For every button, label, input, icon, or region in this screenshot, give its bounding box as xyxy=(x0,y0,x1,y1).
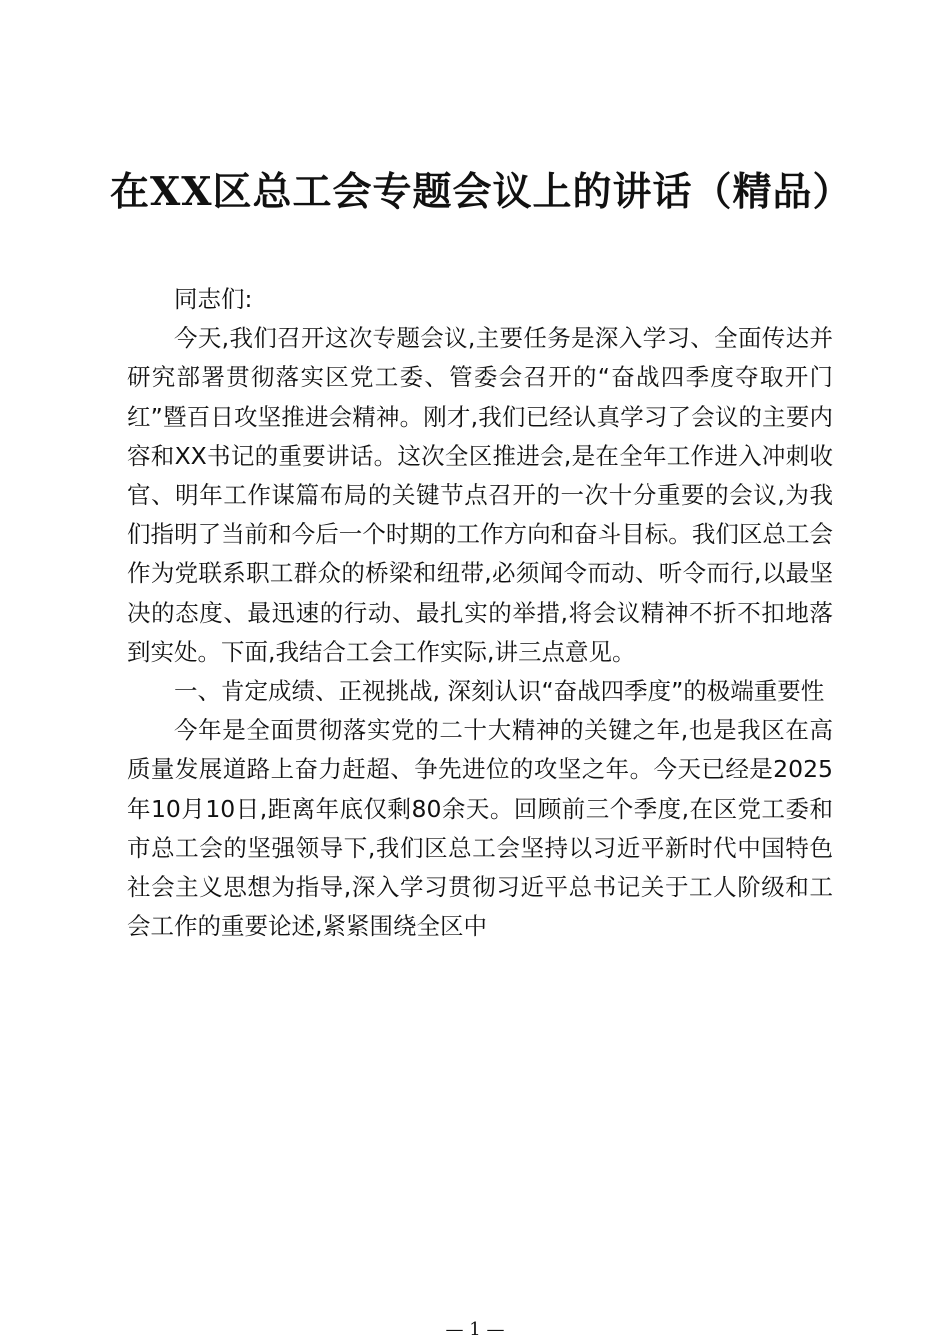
section-heading-1: 一、肯定成绩、正视挑战, 深刻认识“奋战四季度”的极端重要性 xyxy=(174,677,825,706)
salutation: 同志们: xyxy=(174,285,253,313)
paragraph-intro: 今天,我们召开这次专题会议,主要任务是深入学习、全面传达并研究部署贯彻落实区党工委、管委会召开的“奋战四季度夺取开门红”暨百日攻坚推进会精神。刚才,我们已经认真学习了会议的主要内容和XX书记的重要讲话。这次全区推进会,是在全年工作进入冲刺收官、明年工作谋篇布局的关键节点召开的一次十分重要的会议,为我们指明了当前和今后一个时期的工作方向和奋斗目标。我们区总工会作为党联系职工群众的桥梁和纽带,必须闻令而动、听令而行,以最坚决的态度、最迅速的行动、最扎实的举措,将会议精神不折不扣地落到实处。下面,我结合工会工作实际,讲三点意见。 xyxy=(127,324,833,666)
page-number: — 1 — xyxy=(445,1319,505,1340)
paragraph-section-1: 今年是全面贯彻落实党的二十大精神的关键之年,也是我区在高质量发展道路上奋力赶超、争先进位的攻坚之年。今天已经是2025年10月10日,距离年底仅剩80余天。回顾前三个季度,在区党工委和市总工会的坚强领导下,我们区总工会坚持以习近平新时代中国特色社会主义思想为指导,深入学习贯彻习近平总书记关于工人阶级和工会工作的重要论述,紧紧围绕全区中 xyxy=(127,716,833,941)
document-title: 在XX区总工会专题会议上的讲话（精品） xyxy=(110,169,853,215)
document-body xyxy=(127,280,833,946)
